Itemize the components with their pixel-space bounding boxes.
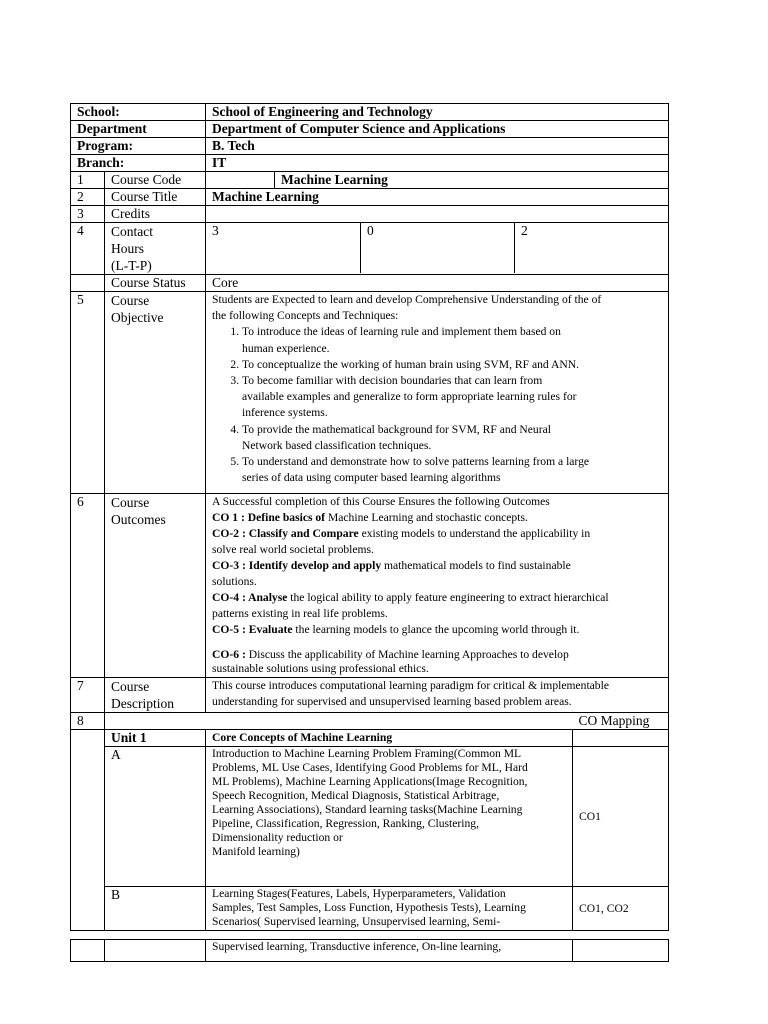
continuation-content: Supervised learning, Transductive inference, On-line learning, bbox=[206, 940, 573, 962]
credits-value bbox=[206, 206, 669, 223]
course-description-content: This course introduces computational learning paradigm for critical & implementable understanding for supervised and unsupervised learning based problem areas. bbox=[206, 678, 669, 713]
school-value: School of Engineering and Technology bbox=[206, 104, 669, 121]
row-number: 5 bbox=[71, 292, 105, 494]
topic-b-content: Learning Stages(Features, Labels, Hyperparameters, Validation Samples, Test Samples, Loss Function, Hypothesis Tests), Learning Scenarios( Supervised learning, Unsupervised learning, Semi- bbox=[206, 887, 573, 931]
course-outcomes-row bbox=[71, 494, 669, 678]
department-row bbox=[71, 121, 669, 138]
course-status-label: Course Status bbox=[105, 275, 206, 292]
course-objective-row bbox=[71, 292, 669, 494]
outcome-co6: CO-6 : Discuss the applicability of Machine learning Approaches to develop sustainable solutions using professional ethics. bbox=[212, 648, 569, 675]
course-status-row bbox=[71, 275, 669, 292]
course-objective-label: Course Objective bbox=[105, 292, 206, 494]
outcome-co5: CO-5 : Evaluate the learning models to glance the upcoming world through it. bbox=[212, 623, 580, 636]
outcome-co1: CO 1 : Define basics of Machine Learning and stochastic concepts. bbox=[212, 511, 528, 524]
course-title-label: Course Title bbox=[105, 189, 206, 206]
objective-item: 2. To conceptualize the working of human brain using SVM, RF and ANN. bbox=[242, 357, 668, 373]
department-value: Department of Computer Science and Applications bbox=[206, 121, 669, 138]
school-label: School: bbox=[71, 104, 206, 121]
outcome-co2: CO-2 : Classify and Compare existing models to understand the applicability in solve real world societal problems. bbox=[212, 527, 591, 556]
contact-hours-row bbox=[71, 223, 669, 275]
program-label: Program: bbox=[71, 138, 206, 155]
co-mapping-header: CO Mapping bbox=[573, 713, 669, 730]
continuation-table bbox=[70, 939, 669, 962]
credits-label: Credits bbox=[105, 206, 206, 223]
program-row bbox=[71, 138, 669, 155]
tutorial-hours: 0 bbox=[361, 223, 515, 273]
row-number: 6 bbox=[71, 494, 105, 678]
course-description-label: Course Description bbox=[105, 678, 206, 713]
topic-b-co: CO1, CO2 bbox=[573, 887, 669, 931]
contact-hours-label: Contact Hours (L-T-P) bbox=[105, 223, 206, 275]
objective-item: 1. To introduce the ideas of learning rule and implement them based on human experience. bbox=[242, 324, 668, 356]
continuation-row bbox=[71, 940, 669, 962]
objective-item: 5. To understand and demonstrate how to solve patterns learning from a large series of data using computer based learning algorithms bbox=[242, 454, 668, 486]
unit-1-title: Core Concepts of Machine Learning bbox=[206, 730, 573, 747]
topic-a-label: A bbox=[105, 747, 206, 887]
topic-b-label: B bbox=[105, 887, 206, 931]
course-objective-content: Students are Expected to learn and develop Comprehensive Understanding of the of the following Concepts and Techniques: 1. To introduce the ideas of learning rule and implement them based on human experience. 2. To conceptualize the working of human brain using SVM, RF and ANN. 3. To become familiar with decision boundaries that can learn from available examples and generalize to form appropriate learning rules for inference systems. 4. To provide the mathematical background for SVM, RF and Neural Network based classification techniques. 5. To understand and demonstrate how to solve patterns learning from a large series of data using computer based learning algorithms bbox=[206, 292, 669, 494]
outcome-co4: CO-4 : Analyse the logical ability to apply feature engineering to extract hierarchical patterns existing in real life problems. bbox=[212, 591, 609, 620]
row-number: 8 bbox=[71, 713, 105, 730]
course-title-value: Machine Learning bbox=[206, 189, 669, 206]
outcome-co3: CO-3 : Identify develop and apply mathematical models to find sustainable solutions. bbox=[212, 559, 571, 588]
row-number: 7 bbox=[71, 678, 105, 713]
branch-value: IT bbox=[206, 155, 669, 172]
course-code-value: Machine Learning bbox=[275, 172, 669, 188]
row-number: 1 bbox=[71, 172, 105, 189]
objective-item: 4. To provide the mathematical background for SVM, RF and Neural Network based classification techniques. bbox=[242, 422, 668, 454]
school-row bbox=[71, 104, 669, 121]
row-number: 3 bbox=[71, 206, 105, 223]
topic-a-content: Introduction to Machine Learning Problem Framing(Common ML Problems, ML Use Cases, Identifying Good Problems for ML, Hard ML Problems), Machine Learning Applications(Image Recognition, Speech Recognition, Medical Diagnosis, Statistical Arbitrage, Learning Associations), Standard learning tasks(Machine Learning Pipeline, Classification, Regression, Ranking, Clustering, Dimensionality reduction or Manifold learning) bbox=[206, 747, 573, 887]
practical-hours: 2 bbox=[515, 223, 669, 273]
topic-a-row bbox=[71, 747, 669, 887]
unit-1-label: Unit 1 bbox=[105, 730, 206, 747]
credits-row bbox=[71, 206, 669, 223]
branch-row bbox=[71, 155, 669, 172]
course-description-row bbox=[71, 678, 669, 713]
course-outcomes-label: Course Outcomes bbox=[105, 494, 206, 678]
department-label: Department bbox=[71, 121, 206, 138]
unit-1-row bbox=[71, 730, 669, 747]
objective-item: 3. To become familiar with decision boundaries that can learn from available examples and generalize to form appropriate learning rules for inference systems. bbox=[242, 373, 668, 422]
lecture-hours: 3 bbox=[212, 223, 219, 238]
topic-b-row bbox=[71, 887, 669, 931]
course-code-label: Course Code bbox=[105, 172, 206, 189]
course-outcomes-content: A Successful completion of this Course Ensures the following Outcomes CO 1 : Define basics of Machine Learning and stochastic concepts. CO-2 : Classify and Compare existing models to understand the applicability in solve real world societal problems. CO-3 : Identify develop and apply mathematical models to find sustainable solutions. CO-4 : Analyse the logical ability to apply feature engineering to extract hierarchical patterns existing in real life problems. CO-5 : Evaluate the learning models to glance the upcoming world through it. CO-6 : Discuss the applicability of Machine learning Approaches to develop sustainable solutions using professional ethics. bbox=[206, 494, 669, 678]
topic-a-co: CO1 bbox=[573, 747, 669, 887]
objective-list bbox=[212, 324, 668, 486]
row-number: 2 bbox=[71, 189, 105, 206]
course-code-row bbox=[71, 172, 669, 189]
row-number: 4 bbox=[71, 223, 105, 275]
program-value: B. Tech bbox=[206, 138, 669, 155]
course-table bbox=[70, 103, 669, 931]
unit-header-row bbox=[71, 713, 669, 730]
course-title-row bbox=[71, 189, 669, 206]
course-status-value: Core bbox=[206, 275, 669, 292]
branch-label: Branch: bbox=[71, 155, 206, 172]
